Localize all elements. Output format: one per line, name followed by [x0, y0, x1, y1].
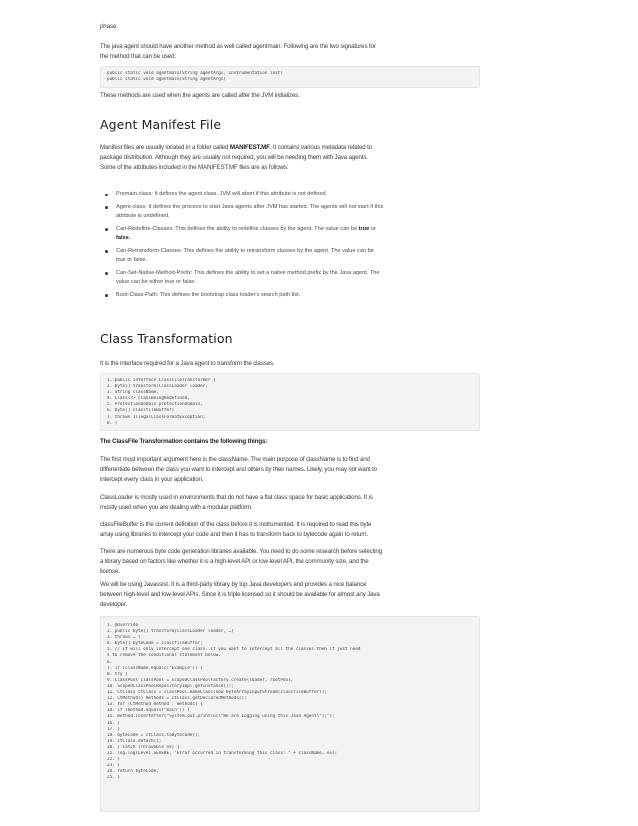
code-line: 22. }: [107, 757, 120, 763]
list-item: [100, 225, 384, 244]
code-line: public static void agentmain(String agentArgs, Instrumentation inst): [107, 71, 283, 76]
code-line: 21. log.log(Level.SEVERE, "Error occurred in transforming this class: " + className, ex);: [107, 750, 338, 756]
code-line: 8. try {: [107, 671, 128, 677]
code-line: 1. public interface ClassFileTransformer {: [107, 378, 216, 383]
code-line: s to remove the conditional statement below.: [107, 653, 221, 659]
code-line: 6.: [107, 659, 113, 665]
code-line: 15. method.insertAfter("System.out.println(\"We are Logging using this Java Agent\");");: [107, 714, 335, 720]
list-item: Premain-class: It defines the agent class. JVM will abort if this attribute is not defined.: [100, 190, 384, 200]
agentmain-paragraph: The java agent should have another method as well called agentmain. Following are the two signatures for the method that can be used:: [100, 43, 376, 60]
code-line: 5. // It will only intercept one class. If you want to intercept all the classes then it just need: [107, 647, 361, 653]
code-line: 23. }: [107, 763, 120, 769]
bullet-true: true: [358, 225, 370, 232]
interface-code-block: [100, 373, 480, 431]
code-line: 8. }: [107, 420, 118, 426]
code-line: 24. return byteCode;: [107, 769, 159, 775]
code-line: 14. if (method.equals("main")) {: [107, 708, 190, 714]
code-line: 12. CtMethod[] methods = ctClass.getDeclaredMethods();: [107, 696, 247, 702]
top-fragment: phase.: [100, 23, 118, 30]
list-item: Can-Retransform-Classes: This defines the ability to retransform classes by the agent. The value can be true or false.: [100, 247, 384, 266]
transform-code-block: [100, 616, 480, 812]
code-line: 7. throws IllegalClassFormatException;: [107, 414, 206, 420]
code-line: 1. @Override: [107, 623, 139, 628]
agentmain-code-block: [100, 66, 480, 88]
transformation-heading: Class Transformation: [100, 331, 233, 346]
things-heading: The ClassFile Transformation contains the following things:: [100, 438, 268, 445]
transformation-intro: It is the interface required for a Java agent to transform the classes.: [100, 360, 275, 367]
code-line: 6. byte[] classfileBuffer): [107, 408, 175, 414]
code-line: 7. if (className.equals("Example")) {: [107, 665, 203, 671]
manifest-heading: Agent Manifest File: [100, 117, 222, 132]
code-line: 25. }: [107, 775, 120, 781]
code-line: 16. }: [107, 720, 120, 726]
manifest-text-before: Manifest files are usually located in a folder called: [100, 144, 230, 151]
code-line: public static void agentmain(String agentArgs): [107, 77, 226, 83]
manifest-paragraph: [100, 143, 382, 173]
list-item: Can-Set-Native-Method-Prefix: This defines the ability to set a native method prefix by the Java agent. The value can be either true or false.: [100, 269, 384, 288]
manifest-filename: MANIFEST.MF: [229, 144, 270, 151]
code-line: 20. } catch (Throwable ex) {: [107, 744, 180, 750]
code-line: 18. byteCode = ctClass.toBytecode();: [107, 732, 201, 738]
manifest-text-after: . It contains various metadata related to package distribution. Although they are usually not required, you will be needing them with Java agents. Some of the attributes included in the MANIFEST.MF files are as follows:: [100, 144, 372, 171]
libraries-paragraph: There are numerous byte code generation libraries available. You need to do some research before selecting a library based on factors like whether it is a high-level API or low-level API, the community size, and the license.: [100, 548, 382, 575]
list-item: Agent-class: It defines the process to start Java agents after JVM has started. The agents will not start if this attribute is undefined.: [100, 203, 384, 222]
code-line: 4. Class<?> classBeingRedefined,: [107, 396, 190, 402]
list-item: Boot-Class-Path: This defines the bootstrap class loader's search path list.: [100, 291, 384, 301]
code-line: 2. public byte[] transform(ClassLoader loader, …): [107, 629, 234, 635]
bullet-text: Can-Redefine-Classes: This defines the ability to redefine classes by the agent. The value can be: [116, 225, 359, 232]
after-code-paragraph: These methods are used when the agents are called after the JVM initializes.: [100, 92, 300, 99]
code-line: 13. for (CtMethod method : methods) {: [107, 702, 203, 708]
javassist-paragraph: We will be using Javassist. It is a third-party library by top Java developers and provides a nice balance between high-level and low-level APIs. Since it is triple licensed so it should be available for almost any Java developer.: [100, 581, 380, 608]
code-line: 2. byte[] transform(ClassLoader loader,: [107, 384, 208, 390]
code-line: 10. ScopedClassPoolRepositoryImpl.getInstance());: [107, 683, 234, 689]
bullet-false: false.: [116, 235, 131, 241]
manifest-attribute-list: [100, 190, 384, 300]
code-line: 9. ClassPool classPool = scopedClassPoolFactory.create(loader, rootPool,: [107, 677, 294, 683]
classname-paragraph: The first most important argument here is the className. The main purpose of className is to find and differentiate between the class you want to intercept and others by their names. Likely, you may not want to intercept every class in your application.: [100, 456, 377, 483]
code-line: 17. }: [107, 726, 120, 732]
bullet-or: or: [369, 225, 376, 232]
code-line: 3. String className,: [107, 390, 159, 396]
code-line: 19. ctClass.detach();: [107, 738, 162, 744]
classloader-paragraph: ClassLoader is mostly used in environments that do not have a flat class space for basic applications. It is mostly used when you are dealing with a modular platform.: [100, 494, 373, 511]
code-line: 3. throws … {: [107, 635, 141, 641]
code-line: 11. CtClass ctClass = classPool.makeClass(new ByteArrayInputStream(classfileBuffer));: [107, 690, 327, 696]
code-line: 5. ProtectionDomain protectionDomain,: [107, 402, 203, 408]
code-line: 4. byte[] byteCode = classfileBuffer;: [107, 641, 203, 647]
classfilebuffer-paragraph: classFileBuffer is the current definition of the class before it is instrumented. It is required to read this byte array using libraries to intercept your code and then it has to transform back to bytecode again to return.: [100, 521, 372, 538]
